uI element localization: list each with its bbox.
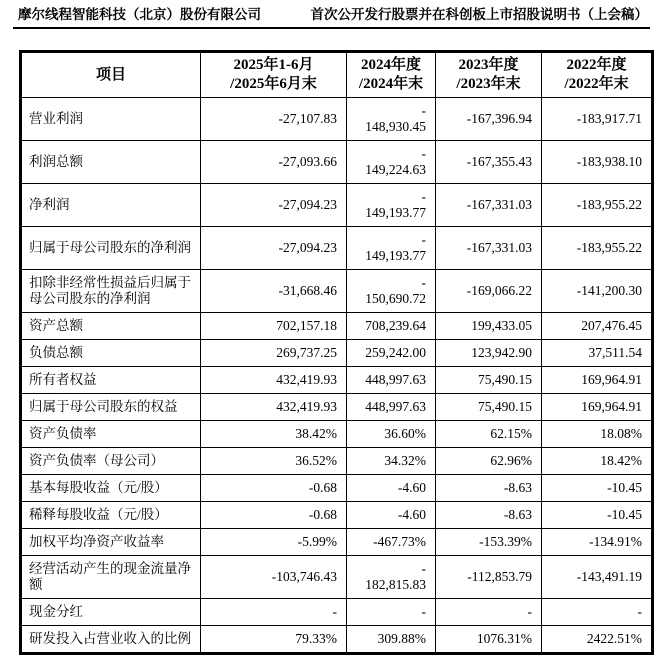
- cell-value: - 150,690.72: [347, 270, 436, 313]
- table-row: [21, 394, 653, 421]
- cell-value: 169,964.91: [542, 367, 653, 394]
- cell-value: -8.63: [436, 475, 542, 502]
- cell-value: 79.33%: [201, 626, 347, 654]
- table-row: [21, 502, 653, 529]
- cell-value: 259,242.00: [347, 340, 436, 367]
- cell-value: 199,433.05: [436, 313, 542, 340]
- table-row: [21, 340, 653, 367]
- cell-value: 38.42%: [201, 421, 347, 448]
- table-row: [21, 227, 653, 270]
- cell-value: 123,942.90: [436, 340, 542, 367]
- period-column-header: 2024年度 /2024年末: [347, 52, 436, 98]
- table-row: [21, 599, 653, 626]
- cell-value: -0.68: [201, 475, 347, 502]
- item-column-header: 项目: [21, 52, 201, 98]
- table-row: [21, 270, 653, 313]
- cell-value: 75,490.15: [436, 367, 542, 394]
- table-row: [21, 313, 653, 340]
- cell-value: 432,419.93: [201, 394, 347, 421]
- cell-value: -27,094.23: [201, 227, 347, 270]
- page-header: [0, 0, 654, 23]
- cell-value: -27,093.66: [201, 141, 347, 184]
- cell-value: -27,107.83: [201, 98, 347, 141]
- cell-value: -112,853.79: [436, 556, 542, 599]
- cell-value: -31,668.46: [201, 270, 347, 313]
- table-row: [21, 448, 653, 475]
- cell-value: 18.42%: [542, 448, 653, 475]
- cell-value: -: [436, 599, 542, 626]
- row-label: 基本每股收益（元/股）: [21, 475, 201, 502]
- cell-value: - 149,224.63: [347, 141, 436, 184]
- row-label: 营业利润: [21, 98, 201, 141]
- table-row: [21, 98, 653, 141]
- cell-value: -167,331.03: [436, 227, 542, 270]
- period-column-header: 2023年度 /2023年末: [436, 52, 542, 98]
- table-header-row: [21, 52, 653, 98]
- cell-value: - 149,193.77: [347, 227, 436, 270]
- cell-value: 36.60%: [347, 421, 436, 448]
- cell-value: -4.60: [347, 475, 436, 502]
- cell-value: - 182,815.83: [347, 556, 436, 599]
- cell-value: 62.96%: [436, 448, 542, 475]
- table-row: [21, 529, 653, 556]
- period-column-header: 2022年度 /2022年末: [542, 52, 653, 98]
- row-label: 资产总额: [21, 313, 201, 340]
- cell-value: -183,917.71: [542, 98, 653, 141]
- cell-value: -143,491.19: [542, 556, 653, 599]
- row-label: 经营活动产生的现金流量净额: [21, 556, 201, 599]
- cell-value: 702,157.18: [201, 313, 347, 340]
- cell-value: -8.63: [436, 502, 542, 529]
- cell-value: 18.08%: [542, 421, 653, 448]
- cell-value: 448,997.63: [347, 394, 436, 421]
- cell-value: -167,396.94: [436, 98, 542, 141]
- cell-value: -153.39%: [436, 529, 542, 556]
- row-label: 扣除非经常性损益后归属于母公司股东的净利润: [21, 270, 201, 313]
- cell-value: -10.45: [542, 502, 653, 529]
- cell-value: 36.52%: [201, 448, 347, 475]
- table-row: [21, 367, 653, 394]
- row-label: 稀释每股收益（元/股）: [21, 502, 201, 529]
- period-column-header: 2025年1-6月 /2025年6月末: [201, 52, 347, 98]
- cell-value: 169,964.91: [542, 394, 653, 421]
- cell-value: 708,239.64: [347, 313, 436, 340]
- cell-value: 62.15%: [436, 421, 542, 448]
- cell-value: 432,419.93: [201, 367, 347, 394]
- document-title: 首次公开发行股票并在科创板上市招股说明书（上会稿）: [310, 7, 648, 22]
- row-label: 利润总额: [21, 141, 201, 184]
- cell-value: -10.45: [542, 475, 653, 502]
- cell-value: -27,094.23: [201, 184, 347, 227]
- cell-value: 269,737.25: [201, 340, 347, 367]
- row-label: 归属于母公司股东的权益: [21, 394, 201, 421]
- cell-value: 34.32%: [347, 448, 436, 475]
- cell-value: -183,955.22: [542, 227, 653, 270]
- cell-value: -: [347, 599, 436, 626]
- cell-value: -167,355.43: [436, 141, 542, 184]
- cell-value: - 148,930.45: [347, 98, 436, 141]
- table-row: [21, 421, 653, 448]
- table-row: [21, 626, 653, 654]
- cell-value: -183,955.22: [542, 184, 653, 227]
- table-row: [21, 475, 653, 502]
- cell-value: 448,997.63: [347, 367, 436, 394]
- cell-value: -134.91%: [542, 529, 653, 556]
- row-label: 归属于母公司股东的净利润: [21, 227, 201, 270]
- row-label: 加权平均净资产收益率: [21, 529, 201, 556]
- header-divider: [13, 27, 650, 29]
- cell-value: -0.68: [201, 502, 347, 529]
- table-row: [21, 184, 653, 227]
- table-row: [21, 141, 653, 184]
- cell-value: -167,331.03: [436, 184, 542, 227]
- row-label: 资产负债率: [21, 421, 201, 448]
- row-label: 资产负债率（母公司）: [21, 448, 201, 475]
- row-label: 现金分红: [21, 599, 201, 626]
- table-body: [21, 98, 653, 654]
- cell-value: 1076.31%: [436, 626, 542, 654]
- cell-value: -: [201, 599, 347, 626]
- cell-value: -103,746.43: [201, 556, 347, 599]
- cell-value: 309.88%: [347, 626, 436, 654]
- cell-value: 75,490.15: [436, 394, 542, 421]
- cell-value: 207,476.45: [542, 313, 653, 340]
- cell-value: 2422.51%: [542, 626, 653, 654]
- financial-summary-table: [19, 50, 654, 655]
- table-header: [21, 52, 653, 98]
- cell-value: -141,200.30: [542, 270, 653, 313]
- row-label: 负债总额: [21, 340, 201, 367]
- row-label: 净利润: [21, 184, 201, 227]
- cell-value: -4.60: [347, 502, 436, 529]
- cell-value: -: [542, 599, 653, 626]
- company-name: 摩尔线程智能科技（北京）股份有限公司: [18, 7, 261, 22]
- cell-value: - 149,193.77: [347, 184, 436, 227]
- row-label: 所有者权益: [21, 367, 201, 394]
- row-label: 研发投入占营业收入的比例: [21, 626, 201, 654]
- table-row: [21, 556, 653, 599]
- cell-value: -169,066.22: [436, 270, 542, 313]
- cell-value: -183,938.10: [542, 141, 653, 184]
- cell-value: -467.73%: [347, 529, 436, 556]
- cell-value: 37,511.54: [542, 340, 653, 367]
- cell-value: -5.99%: [201, 529, 347, 556]
